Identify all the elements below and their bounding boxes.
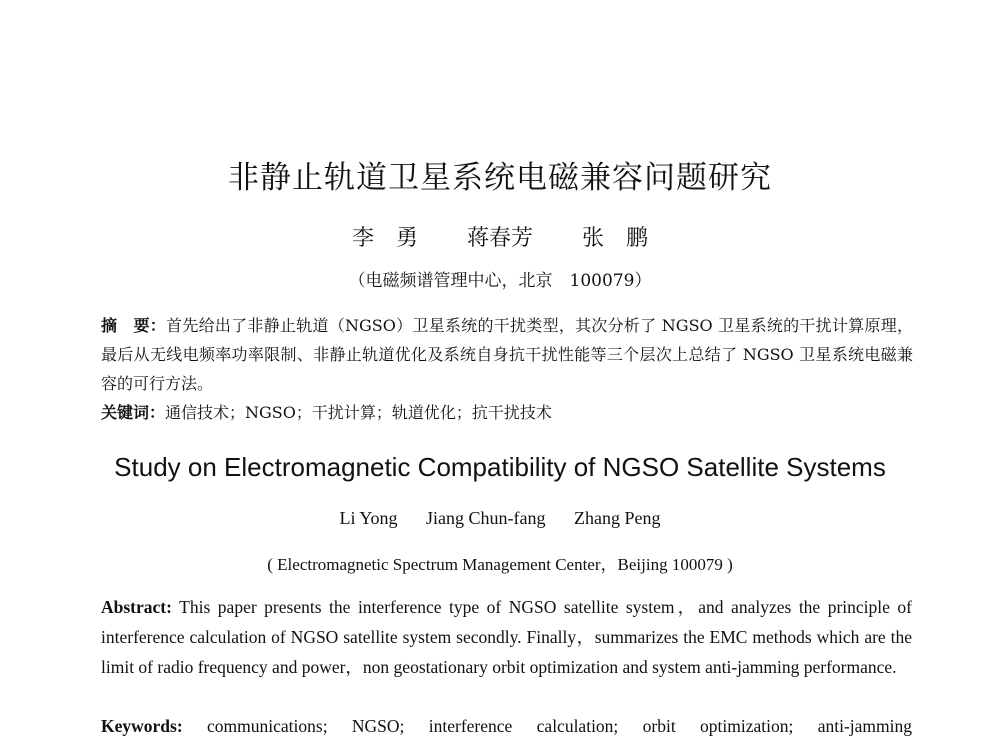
english-authors: [0, 508, 1000, 529]
english-author-1: Li Yong: [339, 508, 398, 528]
chinese-abstract-label: 摘 要：: [101, 316, 167, 335]
english-affiliation: ( Electromagnetic Spectrum Management Center，Beijing 100079 ): [267, 555, 733, 574]
chinese-author-1: 李 勇: [351, 226, 418, 251]
chinese-authors: [0, 221, 1000, 252]
chinese-abstract: [101, 311, 913, 398]
chinese-title: 非静止轨道卫星系统电磁兼容问题研究: [228, 160, 772, 196]
english-keywords-text: communications; NGSO; interference calculation; orbit optimization; anti-jamming: [207, 716, 912, 736]
english-title: Study on Electromagnetic Compatibility of NGSO Satellite Systems: [114, 452, 886, 482]
chinese-author-3: 张 鹏: [582, 226, 649, 251]
english-author-2: Jiang Chun-fang: [426, 508, 546, 528]
english-abstract-text: This paper presents the interference type of NGSO satellite system，and analyzes the principle of interference calculation of NGSO satellite system secondly. Finally，summarizes the EMC methods which are the limit of radio frequency and power，non geostationary orbit optimization and system anti-jamming performance.: [101, 597, 913, 677]
chinese-author-2: 蒋春芳: [466, 226, 533, 251]
english-keywords-label: Keywords:: [101, 716, 183, 736]
chinese-affiliation: （电磁频谱管理中心，北京 100079）: [348, 271, 652, 291]
english-author-3: Zhang Peng: [574, 508, 661, 528]
english-keywords: [101, 711, 912, 741]
chinese-abstract-text: 首先给出了非静止轨道（NGSO）卫星系统的干扰类型，其次分析了 NGSO 卫星系统的干扰计算原理，最后从无线电频率功率限制、非静止轨道优化及系统自身抗干扰性能等三个层次上总结了 NGSO 卫星系统电磁兼容的可行方法。: [101, 316, 913, 393]
chinese-keywords-text: 通信技术；NGSO；干扰计算；轨道优化；抗干扰技术: [165, 403, 552, 422]
chinese-keywords: [101, 398, 913, 427]
english-abstract-label: Abstract:: [101, 597, 172, 617]
english-abstract: [101, 592, 912, 682]
chinese-keywords-label: 关键词：: [101, 403, 166, 422]
